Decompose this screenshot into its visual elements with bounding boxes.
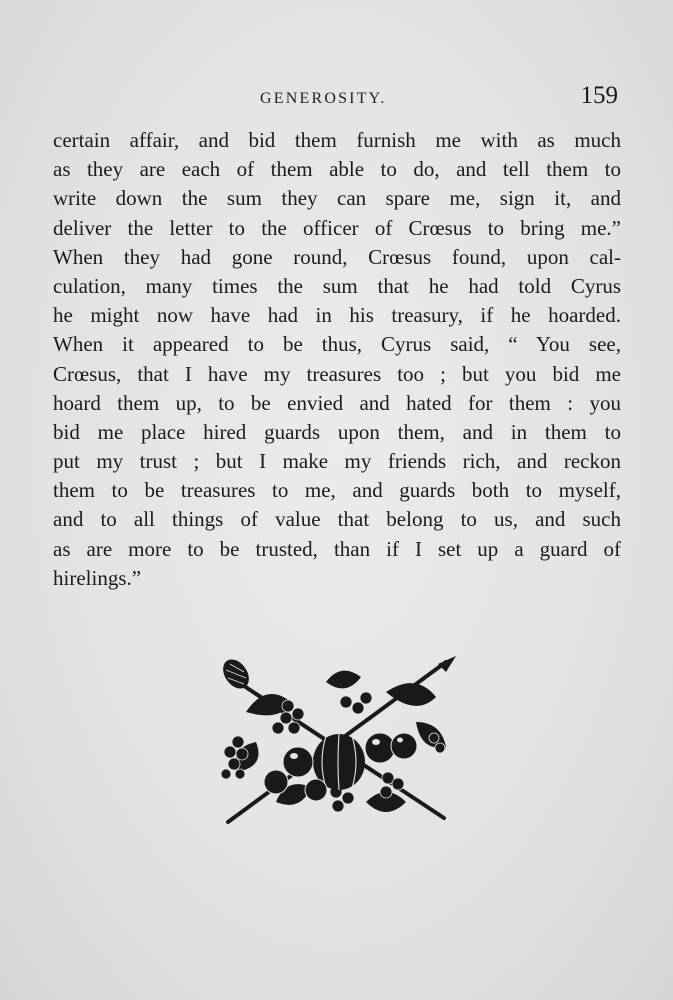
page-number: 159	[580, 82, 618, 109]
text-line: culation, many times the sum that he had told Cyrus	[53, 273, 621, 298]
text-line: write down the sum they can spare me, sign it, and	[53, 186, 621, 211]
fruit-and-crossed-spears-vignette-icon	[216, 652, 462, 832]
text-line: When they had gone round, Crœsus found, upon cal-	[53, 244, 621, 269]
page-header	[52, 80, 622, 120]
text-line: and to all things of value that belong to us, and such	[53, 507, 621, 532]
text-line: hoard them up, to be envied and hated for them : you	[53, 390, 621, 415]
text-line: as are more to be trusted, than if I set up a guard of	[53, 536, 621, 561]
text-line: as they are each of them able to do, and tell them to	[53, 157, 621, 182]
text-line: deliver the letter to the officer of Crœsus to bring me.”	[53, 215, 621, 240]
running-title: GENEROSITY.	[260, 90, 387, 107]
text-line: Crœsus, that I have my treasures too ; but you bid me	[53, 361, 621, 386]
text-line: them to be treasures to me, and guards both to myself,	[53, 478, 621, 503]
body-text	[53, 126, 621, 593]
text-line: put my trust ; but I make my friends rich, and reckon	[53, 449, 621, 474]
text-line: certain affair, and bid them furnish me with as much	[53, 128, 621, 152]
text-line: hirelings.”	[53, 565, 142, 590]
text-line: When it appeared to be thus, Cyrus said, “ You see,	[53, 332, 621, 357]
text-line: he might now have had in his treasury, if he hoarded.	[53, 303, 621, 328]
text-line: bid me place hired guards upon them, and in them to	[53, 419, 621, 444]
